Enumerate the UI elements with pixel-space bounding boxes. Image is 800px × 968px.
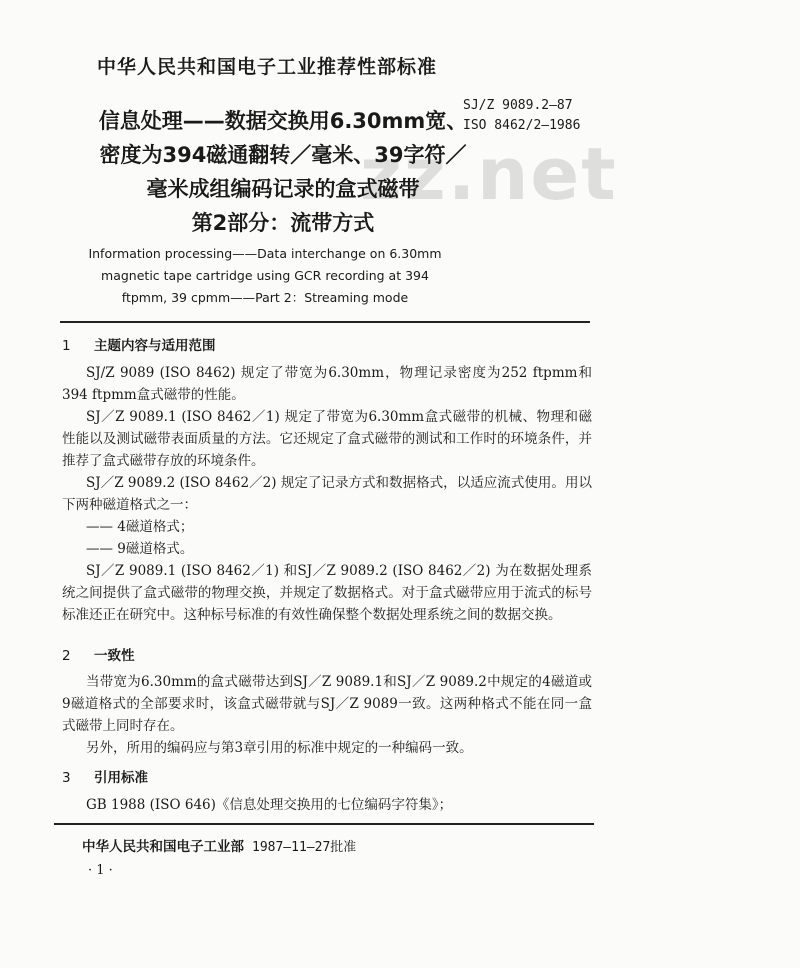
section-2-body bbox=[62, 671, 592, 759]
approval-date: 1987—11—27批准 bbox=[252, 840, 357, 855]
page-number: · 1 · bbox=[88, 863, 113, 878]
section-3-heading: 3 引用标准 bbox=[62, 770, 148, 786]
issuer-title: 中华人民共和国电子工业推荐性部标准 bbox=[97, 56, 438, 78]
title-english bbox=[85, 243, 445, 309]
section-1-body bbox=[62, 362, 592, 626]
paragraph: SJ/Z 9089 (ISO 8462) 规定了带宽为6.30mm，物理记录密度为252 ftpmm和394 ftpmm盒式磁带的性能。 bbox=[62, 365, 592, 403]
footer-approval bbox=[82, 835, 356, 855]
title-en-line: Information processing——Data interchange on 6.30mm bbox=[88, 246, 442, 261]
title-line: 第2部分：流带方式 bbox=[191, 211, 375, 235]
watermark: zz.net bbox=[360, 132, 618, 216]
title-en-line: magnetic tape cartridge using GCR recording at 394 bbox=[101, 268, 429, 283]
paragraph: 当带宽为6.30mm的盒式磁带达到SJ／Z 9089.1和SJ／Z 9089.2中规定的4磁道或9磁道格式的全部要求时，该盒式磁带就与SJ／Z 9089一致。这两种格式不能在同一盒式磁带上同时存在。 bbox=[62, 674, 592, 734]
paragraph: SJ／Z 9089.1 (ISO 8462／1) 和SJ／Z 9089.2 (ISO 8462／2) 为在数据处理系统之间提供了盒式磁带的物理交换，并规定了数据格式。对于盒式磁带应用于流式的标号标准还正在研究中。这种标号标准的有效性确保整个数据处理系统之间的数据交换。 bbox=[62, 563, 592, 623]
section-1-heading: 1 主题内容与适用范围 bbox=[62, 338, 216, 354]
section-3-body bbox=[62, 794, 592, 816]
list-item: —— 4磁道格式； bbox=[86, 519, 194, 535]
title-line: 毫米成组编码记录的盒式磁带 bbox=[146, 177, 420, 201]
paragraph: GB 1988 (ISO 646)《信息处理交换用的七位编码字符集》； bbox=[86, 797, 453, 813]
paragraph: SJ／Z 9089.2 (ISO 8462／2) 规定了记录方式和数据格式，以适应流式使用。用以下两种磁道格式之一： bbox=[62, 475, 592, 513]
top-divider bbox=[60, 321, 590, 323]
title-en-line: ftpmm, 39 cpmm——Part 2：Streaming mode bbox=[121, 290, 409, 305]
paragraph: SJ／Z 9089.1 (ISO 8462／1) 规定了带宽为6.30mm盒式磁带的机械、物理和磁性能以及测试磁带表面质量的方法。它还规定了盒式磁带的测试和工作时的环境条件，并推荐了盒式磁带存放的环境条件。 bbox=[62, 409, 592, 469]
title-chinese bbox=[83, 104, 483, 240]
title-line: 信息处理——数据交换用6.30mm宽、 bbox=[98, 109, 468, 133]
standard-number-sj: SJ/Z 9089.2—87 bbox=[463, 98, 573, 113]
bottom-divider bbox=[54, 823, 594, 825]
paragraph: 另外，所用的编码应与第3章引用的标准中规定的一种编码一致。 bbox=[86, 740, 473, 756]
title-line: 密度为394磁通翻转／毫米、39字符／ bbox=[99, 143, 467, 167]
list-item: —— 9磁道格式。 bbox=[86, 541, 194, 557]
standard-number-iso: ISO 8462/2—1986 bbox=[463, 118, 581, 133]
section-2-heading: 2 一致性 bbox=[62, 648, 135, 664]
ministry-name: 中华人民共和国电子工业部 bbox=[82, 839, 244, 855]
